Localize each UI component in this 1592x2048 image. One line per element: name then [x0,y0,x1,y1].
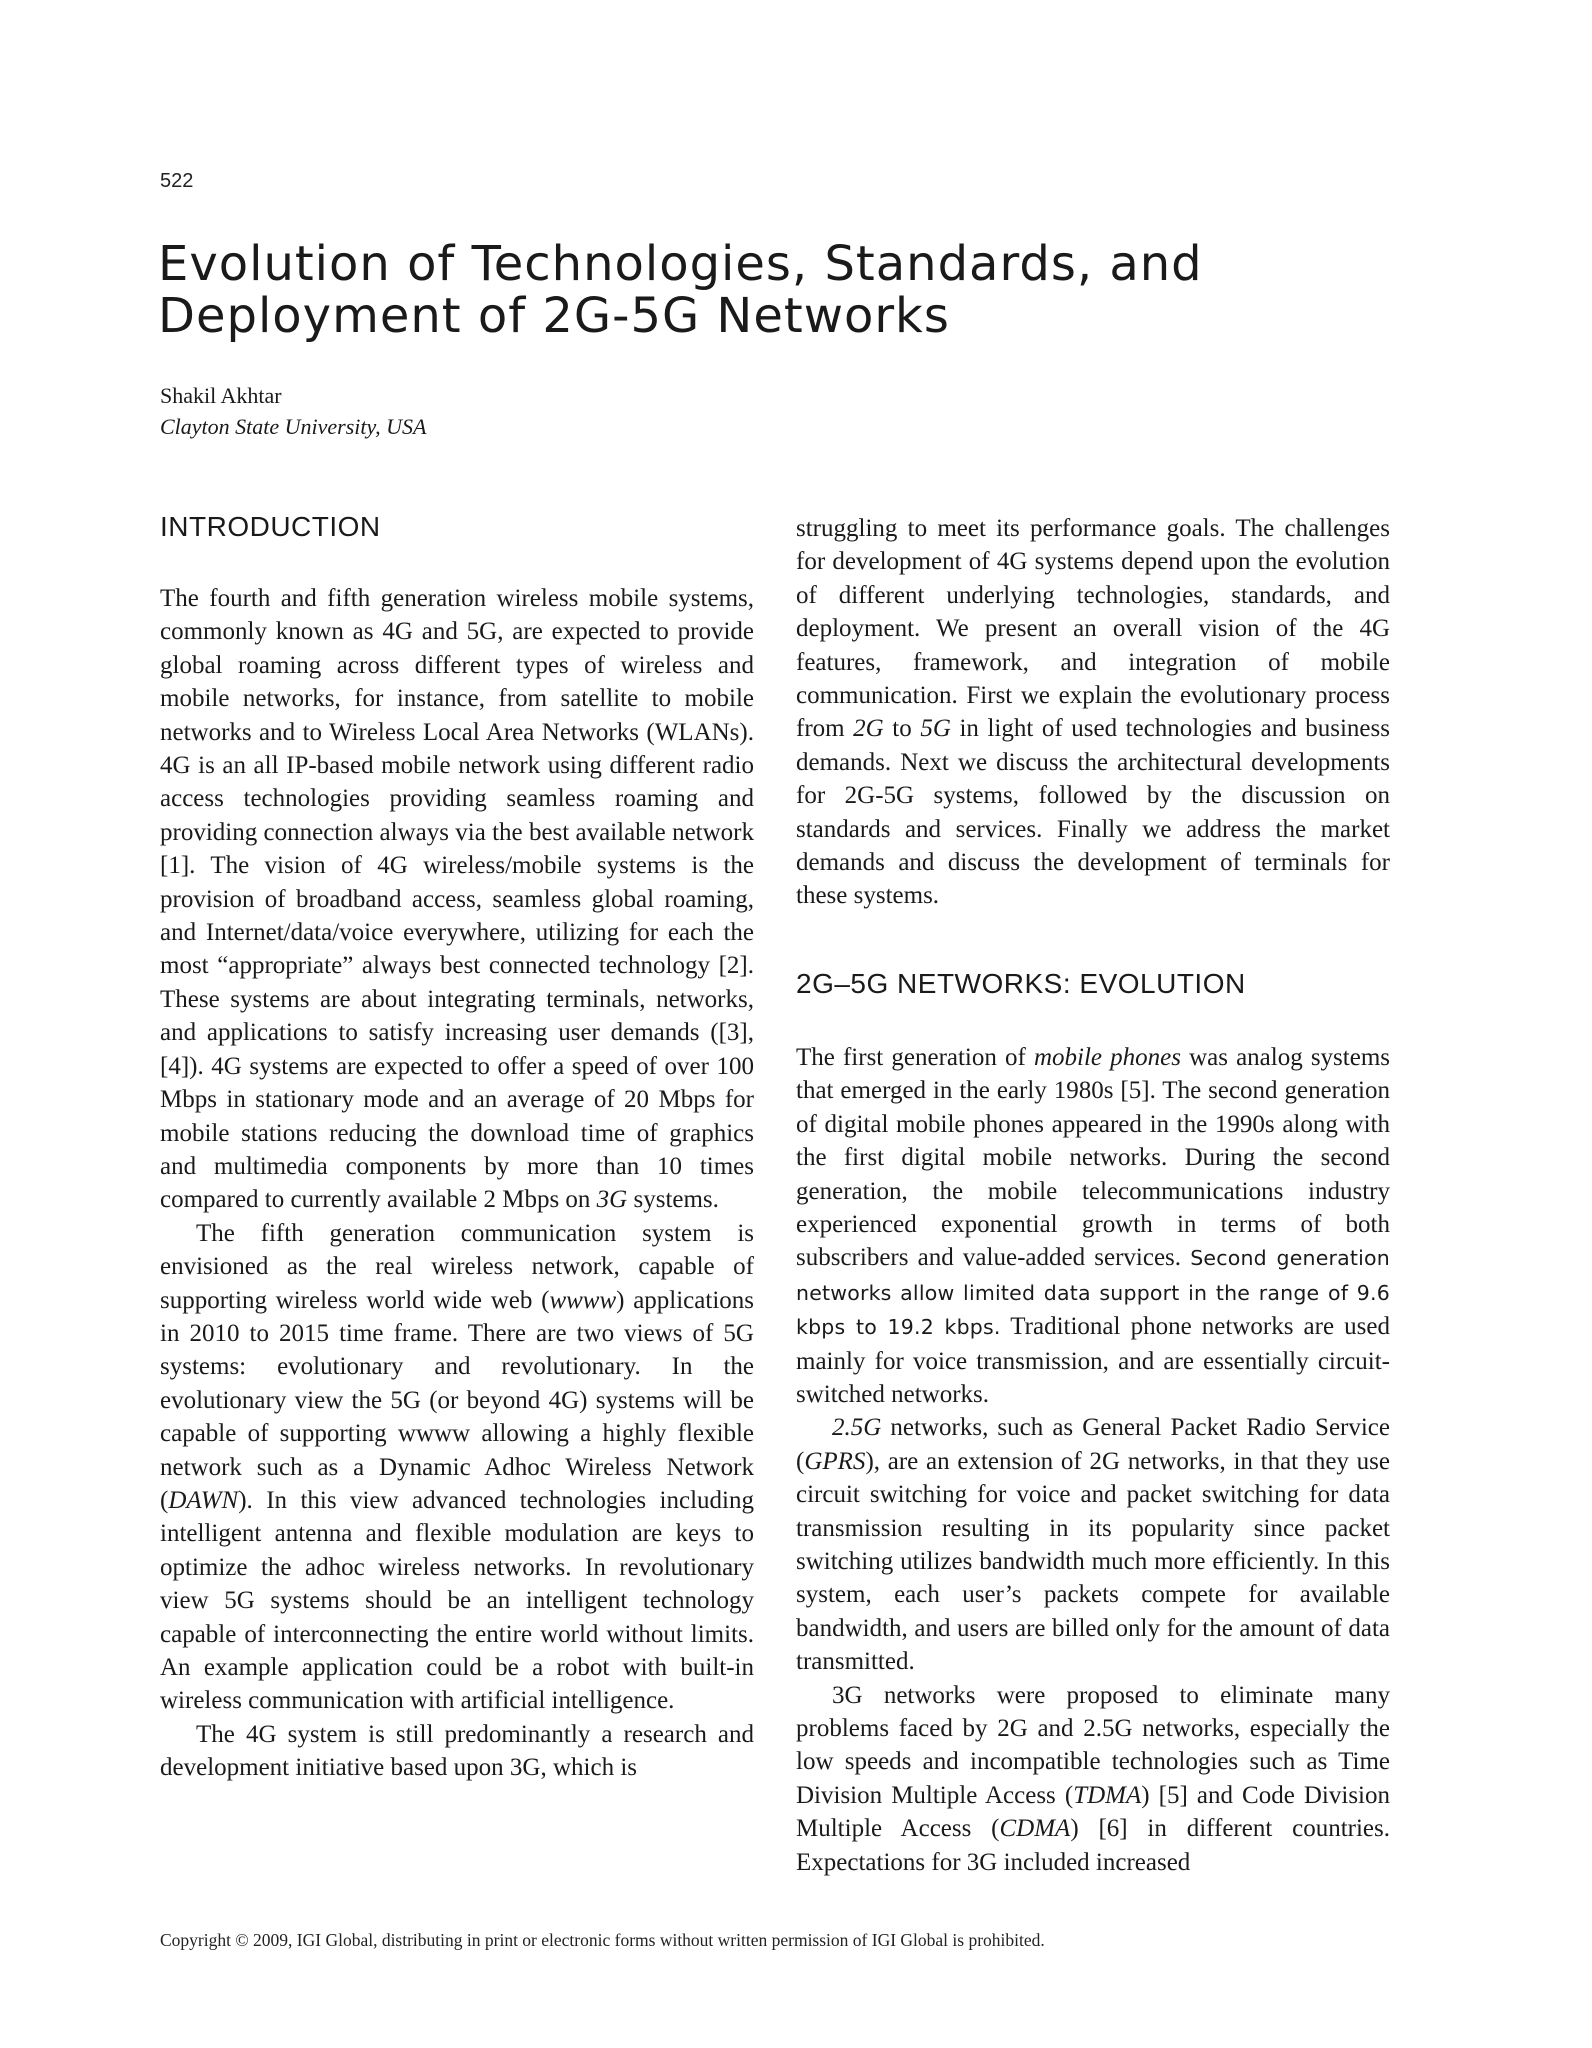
evolution-heading: 2G–5G NETWORKS: EVOLUTION [796,967,1246,999]
evo-p2-emphasis-gprs: GPRS [804,1447,866,1475]
intro-paragraph-1 [160,582,754,1217]
evolution-paragraph-2 [796,1411,1390,1678]
paper-title [158,238,1458,342]
evolution-paragraph-1 [796,1041,1390,1411]
evo-p3-emphasis-cdma: CDMA [999,1815,1071,1843]
intro-paragraph-2 [160,1217,754,1718]
intro-paragraph-4 [796,512,1390,913]
evo-p1-text-b: was analog systems that emerged in the early 1980s [5]. The second generation of digital mobile phones appeared in the 1990s along with the first digital mobile networks. During the second generation, the mobile telecommunications industry experienced exponential growth in terms of both subscribers and value-added services. [796,1043,1391,1272]
evo-p1-sans-text: Second generation networks allow limited data support in the range of 9.6 kbps to 19.2 kbps. [796,1246,1390,1340]
evo-p3-emphasis-tdma: TDMA [1073,1781,1142,1809]
intro-p1-text: The fourth and fifth generation wireless mobile systems, commonly known as 4G and 5G, are expected to provide global roaming across different types of wireless and mobile networks, for instance, from satellite to mobile networks and to Wireless Local Area Networks (WLANs). 4G is an all IP-based mobile network using different radio access technologies providing seamless roaming and providing connection always via the best available network [1]. The vision of 4G wireless/mobile systems is the provision of broadband access, seamless global roaming, and Internet/data/voice everywhere, utilizing for each the most “appropriate” always best connected technology [2]. These systems are about integrating terminals, networks, and applications to satisfy increasing user demands ([3], [4]). 4G systems are expected to offer a speed of over 100 Mbps in stationary mode and an average of 20 Mbps for mobile stations reducing the download time of graphics and multimedia components by more than 10 times compared to currently available 2 Mbps on [160,585,754,1214]
evo-p2-text-a: networks, such as General Packet Radio Service ( [796,1414,1390,1475]
author-affiliation: Clayton State University, USA [160,414,427,439]
title-line-2: Deployment of 2G-5G Networks [158,288,950,344]
title-line-1: Evolution of Technologies, Standards, and [158,236,1203,292]
evo-p2-text-b: ), are an extension of 2G networks, in that they use circuit switching for voice and packet switching for data transmission resulting in its popularity since packet switching utilizes bandwidth much more efficiently. In this system, each user’s packets compete for available bandwidth, and users are billed only for the amount of data transmitted. [796,1447,1390,1676]
intro-p2-text-a: The fifth generation communication system is envisioned as the real wireless network, capable of supporting wireless world wide web ( [160,1219,754,1314]
intro-paragraph-3: The 4G system is still predominantly a research and development initiative based upon 3G, which is [160,1720,754,1782]
evo-p1-text-c: Traditional phone networks are used mainly for voice transmission, and are essentially circuit-switched networks. [796,1313,1390,1408]
left-column [160,510,754,1785]
evo-p3-text-c: ) [6] in different countries. Expectations for 3G included increased [796,1815,1391,1876]
intro-p2-text-b: ) applications in 2010 to 2015 time frame. There are two views of 5G systems: evolutionary and revolutionary. In the evolutionary view the 5G (or beyond 4G) systems will be capable of supporting wwww allowing a highly flexible network such as a Dynamic Adhoc Wireless Network ( [160,1286,754,1514]
intro-p1-end: systems. [627,1186,719,1214]
evo-p1-text-a: The first generation of [796,1043,1034,1071]
intro-p1-emphasis: 3G [596,1186,628,1214]
evo-p1-emphasis: mobile phones [1033,1043,1181,1071]
author-name: Shakil Akhtar [160,383,282,408]
intro-p2-emphasis-wwww: wwww [549,1286,617,1314]
copyright-notice: Copyright © 2009, IGI Global, distributing in print or electronic forms without written permission of IGI Global is prohibited. [160,1930,1045,1950]
evo-p2-emphasis-25g: 2.5G [832,1414,882,1442]
intro-p4-text-b: to [883,715,921,743]
introduction-heading: INTRODUCTION [160,511,381,542]
evo-p3-text-a: 3G networks were proposed to eliminate many problems faced by 2G and 2.5G networks, especially the low speeds and incompatible technologies such as Time Division Multiple Access ( [796,1681,1390,1809]
page-number: 522 [160,170,194,192]
intro-p4-emphasis-2g: 2G [853,715,884,743]
evolution-paragraph-3 [796,1679,1390,1879]
evo-p3-text-b: ) [5] and Code Division Multiple Access ( [796,1781,1390,1843]
intro-p4-text-c: in light of used technologies and business demands. Next we discuss the architectural developments for 2G-5G systems, followed by the discussion on standards and services. Finally we address the market demands and discuss the development of terminals for these systems. [796,715,1390,910]
intro-p2-emphasis-dawn: DAWN [168,1486,239,1514]
right-column [796,512,1390,1879]
intro-p4-emphasis-5g: 5G [920,715,951,743]
intro-p2-text-c: ). In this view advanced technologies including intelligent antenna and flexible modulation are keys to optimize the adhoc wireless networks. In revolutionary view 5G systems should be an intelligent technology capable of interconnecting the entire world without limits. An example application could be a robot with built-in wireless communication with artificial intelligence. [160,1486,754,1715]
intro-p4-text-a: struggling to meet its performance goals. The challenges for development of 4G systems depend upon the evolution of different underlying technologies, standards, and deployment. We present an overall vision of the 4G features, framework, and integration of mobile communication. First we explain the evolutionary process from [796,515,1390,743]
